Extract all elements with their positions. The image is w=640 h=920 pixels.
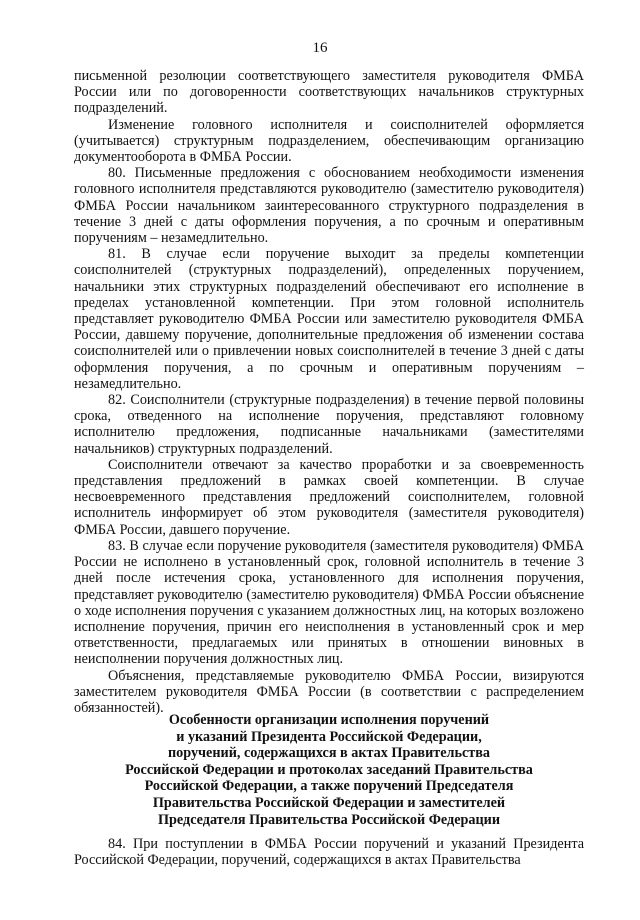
document-body [74, 68, 584, 716]
paragraph-80: 80. Письменные предложения с обоснованием необходимости изменения головного исполнителя представляются руководителю (заместителю руководителя) ФМБА России начальником заинтересованного структурного подразделения в течение 3 дней с даты оформления поручения, а по срочным и оперативным поручениям – незамедлительно. [74, 165, 584, 247]
paragraph-81: 81. В случае если поручение выходит за пределы компетенции соисполнителей (структурных подразделений), определенных поручением, начальники этих структурных подразделений обеспечивают его исполнение в пределах установленной компетенции. При этом головной исполнитель представляет руководителю ФМБА России или заместителю руководителя ФМБА России, давшему поручение, дополнительные предложения об изменении состава соисполнителей или о привлечении новых соисполнителей в течение 3 дней с даты оформления поручения, а по срочным и оперативным поручениям – незамедлительно. [74, 246, 584, 392]
section-heading-line: поручений, содержащихся в актах Правительства [167, 745, 491, 762]
section-heading-line: Особенности организации исполнения поручений [168, 712, 490, 728]
page-number: 16 [312, 40, 328, 56]
section-heading-line: Председателя Правительства Российской Федерации [157, 811, 501, 828]
section-heading-line: и указаний Президента Российской Федерации, [176, 728, 482, 745]
paragraph-coexecutor-responsibility: Соисполнители отвечают за качество проработки и за своевременность представления предложений в рамках своей компетенции. В случае несвоевременного представления предложений соисполнителем, головной исполнитель информирует об этом руководителя (заместителя руководителя) ФМБА России, давшего поручение. [74, 456, 584, 538]
section-heading-line: Российской Федерации и протоколах заседаний Правительства [125, 761, 533, 778]
paragraph-explanations: Объяснения, представляемые руководителю ФМБА России, визируются заместителем руководителя ФМБА России (в соответствии с распределением обязанностей). [74, 667, 584, 716]
section-heading [74, 712, 584, 828]
paragraph-82: 82. Соисполнители (структурные подразделения) в течение первой половины срока, отведенного на исполнение поручения, представляют головному исполнителю предложения, подписанные начальниками (заместителями начальников) структурных подразделений. [74, 392, 584, 457]
closing-text [74, 836, 584, 868]
section-heading-line: Правительства Российской Федерации и заместителей [152, 794, 506, 811]
paragraph-executor-change: Изменение головного исполнителя и соисполнителей оформляется (учитывается) структурным подразделением, обеспечивающим организацию документооборота в ФМБА России. [74, 116, 584, 166]
paragraph-84: 84. При поступлении в ФМБА России поручений и указаний Президента Российской Федерации, поручений, содержащихся в актах Правительства [74, 836, 584, 869]
paragraph-continuation: письменной резолюции соответствующего заместителя руководителя ФМБА России или по договоренности соответствующих начальников структурных подразделений. [74, 68, 584, 117]
paragraph-83: 83. В случае если поручение руководителя (заместителя руководителя) ФМБА России не исполнено в установленный срок, головной исполнитель в течение 3 дней после истечения срока, установленного для исполнения поручения, представляет руководителю (заместителю руководителя) ФМБА России объяснение о ходе исполнения поручения с указанием должностных лиц, на которых возложено исполнение поручения, причин его неисполнения в установленный срок и мер ответственности, предлагаемых или принятых в отношении виновных в неисполнении поручения должностных лиц. [74, 537, 584, 668]
section-heading-line: Российской Федерации, а также поручений Председателя [144, 778, 514, 795]
